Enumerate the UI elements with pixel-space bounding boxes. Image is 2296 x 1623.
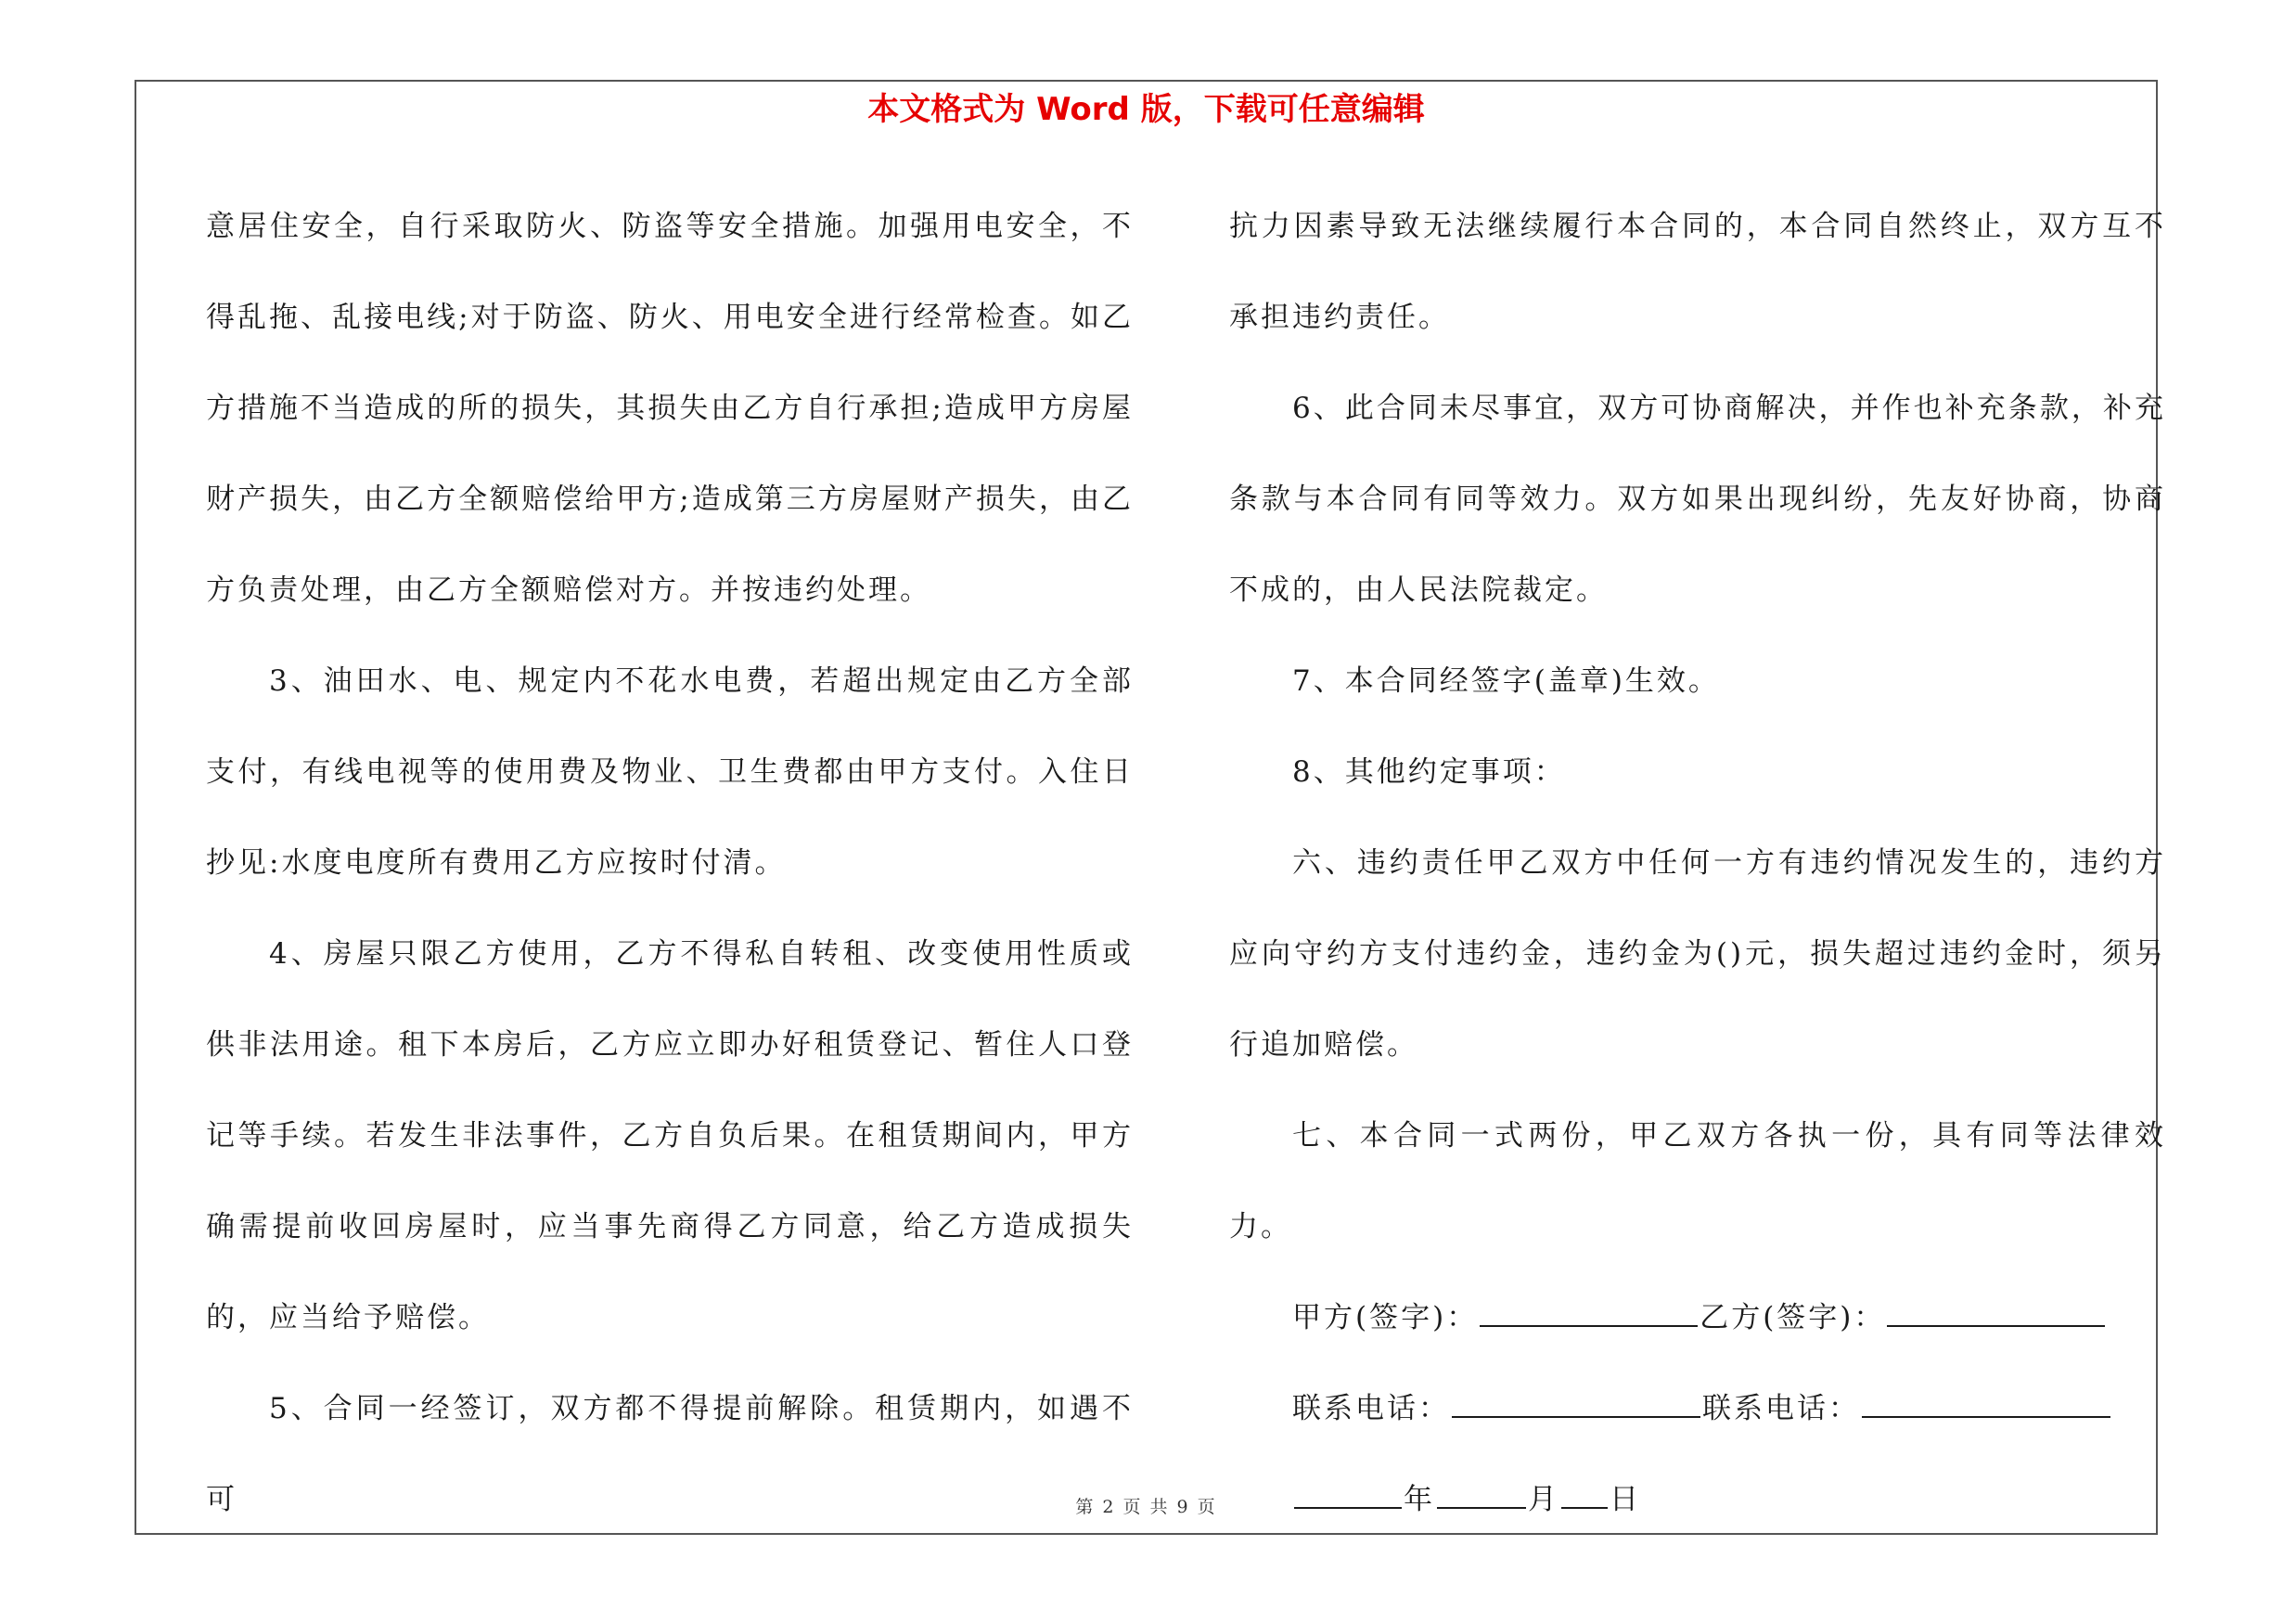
paragraph-clause-6: 6、此合同未尽事宜，双方可协商解决，并作也补充条款，补充条款与本合同有同等效力。双方如果出现纠纷，先友好协商，协商不成的，由人民法院裁定。: [1229, 392, 2166, 607]
party-a-phone-label: 联系电话：: [1292, 1392, 1450, 1425]
party-b-signature-label: 乙方(签字)：: [1700, 1301, 1886, 1334]
month-label: 月: [1528, 1483, 1559, 1516]
paragraph-safety-continued: 意居住安全，自行采取防火、防盗等安全措施。加强用电安全，不得乱拖、乱接电线;对于防盗、防火、用电安全进行经常检查。如乙方措施不当造成的所的损失，其损失由乙方自行承担;造成甲方房屋财产损失，由乙方全额赔偿给甲方;造成第三方房屋财产损失，由乙方负责处理，由乙方全额赔偿对方。并按违约处理。: [206, 210, 1134, 607]
year-label: 年: [1404, 1483, 1435, 1516]
paragraph-clause-4: 4、房屋只限乙方使用，乙方不得私自转租、改变使用性质或供非法用途。租下本房后，乙方应立即办好租赁登记、暂住人口登记等手续。若发生非法事件，乙方自负后果。在租赁期间内，甲方确需提前收回房屋时，应当事先商得乙方同意，给乙方造成损失的，应当给予赔偿。: [206, 937, 1134, 1334]
paragraph-clause-3: 3、油田水、电、规定内不花水电费，若超出规定由乙方全部支付，有线电视等的使用费及物业、卫生费都由甲方支付。入住日抄见:水度电度所有费用乙方应按时付清。: [206, 664, 1134, 880]
party-b-phone-blank[interactable]: [1862, 1388, 2110, 1418]
paragraph-clause-5-continued: 抗力因素导致无法继续履行本合同的，本合同自然终止，双方互不承担违约责任。: [1229, 210, 2166, 334]
left-column: [206, 181, 1134, 1545]
paragraph-clause-8: 8、其他约定事项：: [1292, 755, 1566, 789]
paragraph-clause-5: 5、合同一经签订，双方都不得提前解除。租赁期内，如遇不可: [206, 1392, 1134, 1516]
party-b-phone-label: 联系电话：: [1702, 1392, 1860, 1425]
paragraph-section-7-copies: 七、本合同一式两份，甲乙双方各执一份，具有同等法律效力。: [1229, 1119, 2166, 1243]
right-column: [1229, 181, 2166, 1545]
page-number: 第 2 页 共 9 页: [1075, 1497, 1217, 1517]
paragraph-clause-7: 7、本合同经签字(盖章)生效。: [1292, 664, 1720, 698]
party-b-signature-blank[interactable]: [1887, 1297, 2105, 1327]
phone-line: [1229, 1363, 2166, 1454]
paragraph-section-6-liability: 六、违约责任甲乙双方中任何一方有违约情况发生的，违约方应向守约方支付违约金，违约金为()元，损失超过违约金时，须另行追加赔偿。: [1229, 846, 2166, 1062]
party-a-phone-blank[interactable]: [1452, 1388, 1700, 1418]
party-a-signature-blank[interactable]: [1480, 1297, 1698, 1327]
signature-line: [1229, 1272, 2166, 1363]
format-banner: 本文格式为 Word 版，下载可任意编辑: [867, 91, 1425, 128]
day-label: 日: [1610, 1483, 1641, 1516]
party-a-signature-label: 甲方(签字)：: [1292, 1301, 1479, 1334]
